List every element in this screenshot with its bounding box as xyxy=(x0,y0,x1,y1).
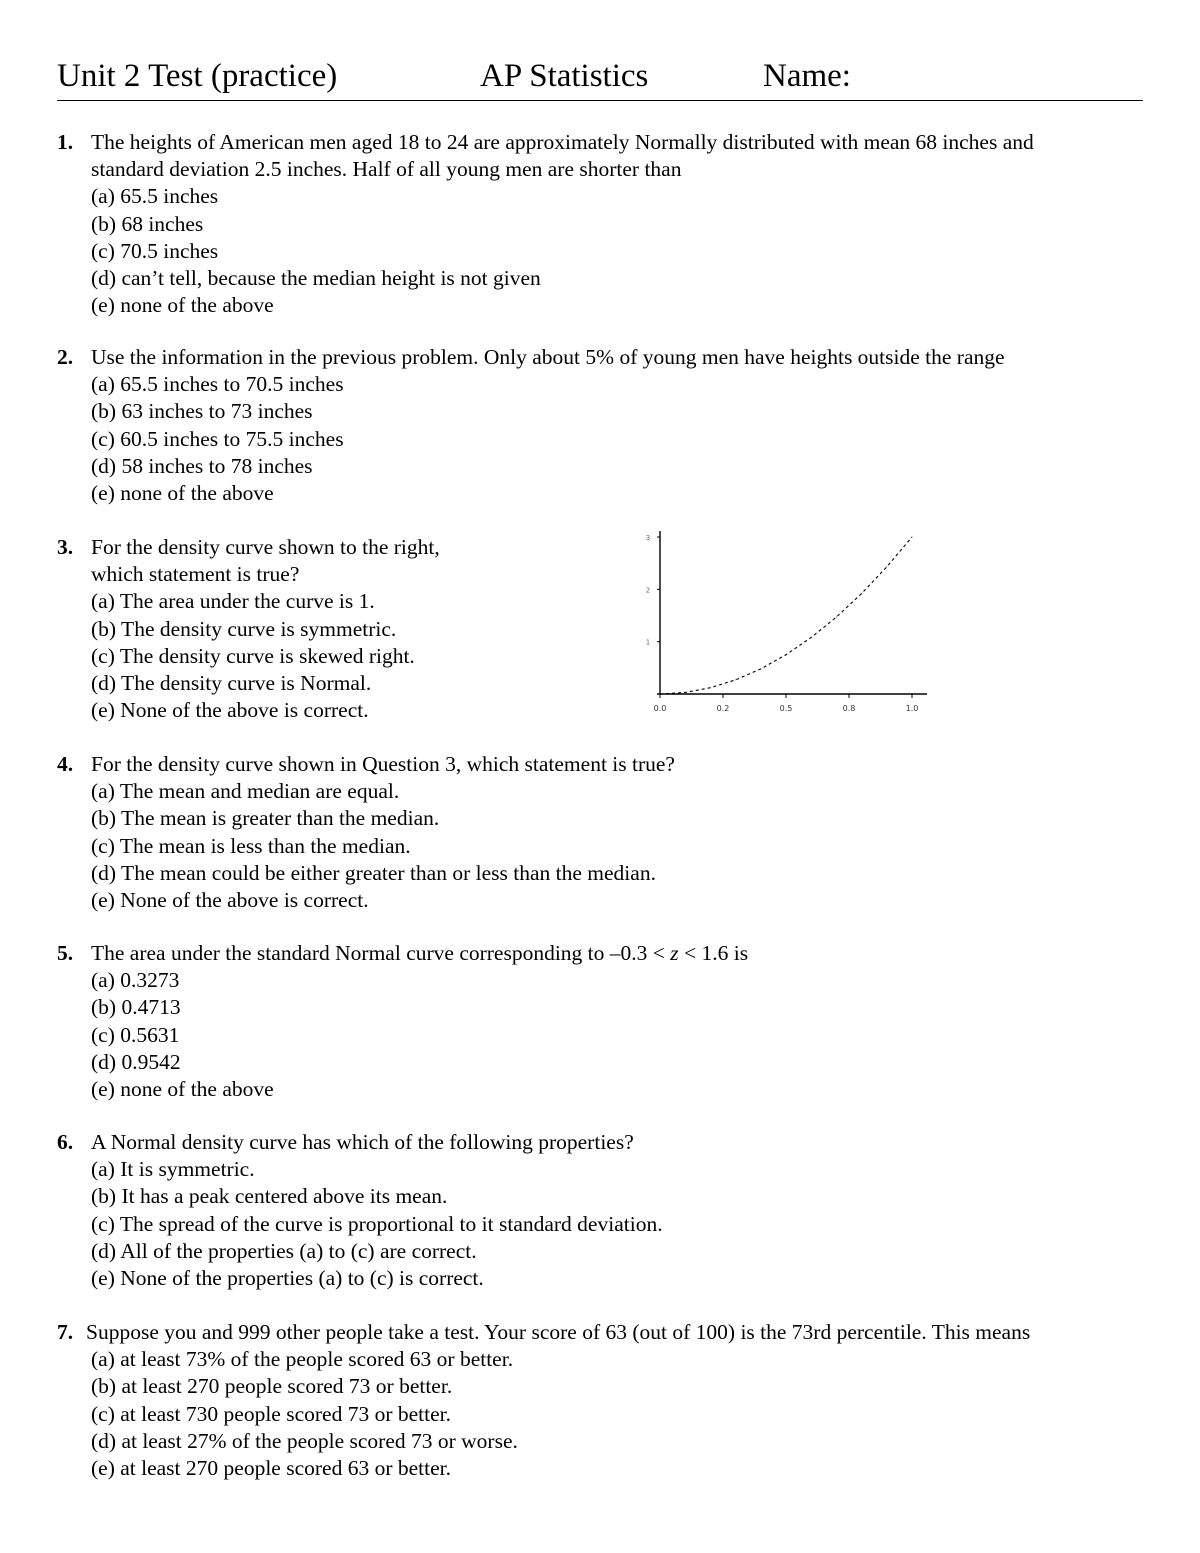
answer-choice-a: (a) The mean and median are equal. xyxy=(91,779,400,804)
answer-choice-a: (a) at least 73% of the people scored 63 or better. xyxy=(91,1347,514,1372)
stem-prefix: The area under the standard Normal curve corresponding to –0.3 < xyxy=(91,941,671,965)
answer-choice-a: (a) 65.5 inches to 70.5 inches xyxy=(91,372,344,397)
name-label: Name: xyxy=(763,58,851,94)
data-point xyxy=(836,617,837,618)
x-tick-label: 1.0 xyxy=(905,704,919,713)
answer-choice-e: (e) none of the above xyxy=(91,1077,274,1102)
question-stem: standard deviation 2.5 inches. Half of all young men are shorter than xyxy=(91,157,682,182)
x-tick-label: 0.5 xyxy=(779,704,793,713)
x-tick-label: 0.0 xyxy=(653,704,667,713)
y-tick-label: 2 xyxy=(645,586,651,595)
answer-choice-c: (c) The spread of the curve is proportional to it standard deviation. xyxy=(91,1211,663,1236)
answer-choice-a: (a) The area under the curve is 1. xyxy=(91,589,375,614)
answer-choice-b: (b) The density curve is symmetric. xyxy=(91,616,397,641)
answer-choice-e: (e) none of the above xyxy=(91,481,274,506)
density-curve-line xyxy=(660,537,912,694)
answer-choice-d: (d) The density curve is Normal. xyxy=(91,671,372,696)
question-number: 2. xyxy=(57,345,74,369)
test-header xyxy=(57,52,1143,101)
stem-suffix: < 1.6 is xyxy=(678,941,749,965)
answer-choice-d: (d) can’t tell, because the median height is not given xyxy=(91,266,541,291)
question-stem: The heights of American men aged 18 to 24 are approximately Normally distributed with mean 68 inches and xyxy=(91,130,1034,154)
question-stem: For the density curve shown to the right, xyxy=(91,535,440,559)
answer-choice-c: (c) 70.5 inches xyxy=(91,238,219,263)
answer-choice-c: (c) 60.5 inches to 75.5 inches xyxy=(91,426,344,451)
question-stem: which statement is true? xyxy=(91,562,300,587)
answer-choice-a: (a) It is symmetric. xyxy=(91,1157,255,1182)
answer-choice-b: (b) The mean is greater than the median. xyxy=(91,806,440,831)
answer-choice-e: (e) at least 270 people scored 63 or better. xyxy=(91,1456,451,1481)
answer-choice-b: (b) 63 inches to 73 inches xyxy=(91,399,313,424)
question-number: 6. xyxy=(57,1130,74,1154)
answer-choice-a: (a) 65.5 inches xyxy=(91,184,219,209)
answer-choice-d: (d) at least 27% of the people scored 73 or worse. xyxy=(91,1428,518,1453)
data-point xyxy=(886,566,887,567)
question-number: 1. xyxy=(57,130,74,154)
data-point xyxy=(760,668,761,669)
question-number: 4. xyxy=(57,752,74,776)
x-tick-label: 0.2 xyxy=(716,704,730,713)
question-stem: Suppose you and 999 other people take a test. Your score of 63 (out of 100) is the 73rd percentile. This means xyxy=(86,1320,1031,1344)
answer-choice-d: (d) The mean could be either greater than or less than the median. xyxy=(91,860,656,885)
answer-choice-c: (c) at least 730 people scored 73 or better. xyxy=(91,1401,451,1426)
question-number: 3. xyxy=(57,535,74,559)
chart-series xyxy=(660,537,913,695)
answer-choice-b: (b) at least 270 people scored 73 or better. xyxy=(91,1374,453,1399)
test-title: Unit 2 Test (practice) xyxy=(57,58,338,94)
answer-choice-b: (b) It has a peak centered above its mean. xyxy=(91,1184,448,1209)
answer-choice-b: (b) 0.4713 xyxy=(91,995,181,1020)
answer-choice-d: (d) All of the properties (a) to (c) are correct. xyxy=(91,1238,477,1263)
chart-ticks xyxy=(646,534,919,713)
data-point xyxy=(786,654,787,655)
data-point xyxy=(811,637,812,638)
data-point xyxy=(912,537,913,538)
data-point xyxy=(660,694,661,695)
answer-choice-a: (a) 0.3273 xyxy=(91,968,180,993)
y-tick-label: 1 xyxy=(645,638,651,647)
z-variable: z xyxy=(670,941,679,965)
answer-choice-b: (b) 68 inches xyxy=(91,211,204,236)
data-point xyxy=(685,692,686,693)
chart-axes xyxy=(657,531,927,694)
y-tick-label: 3 xyxy=(645,534,651,542)
question-stem: A Normal density curve has which of the following properties? xyxy=(91,1130,634,1154)
answer-choice-c: (c) The density curve is skewed right. xyxy=(91,643,415,668)
answer-choice-d: (d) 0.9542 xyxy=(91,1049,181,1074)
answer-choice-c: (c) The mean is less than the median. xyxy=(91,833,411,858)
data-point xyxy=(710,687,711,688)
question-number: 7. xyxy=(57,1320,74,1344)
question-number: 5. xyxy=(57,941,74,965)
data-point xyxy=(735,679,736,680)
answer-choice-d: (d) 58 inches to 78 inches xyxy=(91,453,313,478)
answer-choice-c: (c) 0.5631 xyxy=(91,1022,180,1047)
question-stem: Use the information in the previous problem. Only about 5% of young men have heights outside the range xyxy=(91,345,1005,369)
course-name: AP Statistics xyxy=(480,58,649,94)
x-tick-label: 0.8 xyxy=(842,704,856,713)
answer-choice-e: (e) none of the above xyxy=(91,293,274,318)
answer-choice-e: (e) None of the above is correct. xyxy=(91,888,369,913)
question-stem: For the density curve shown in Question 3, which statement is true? xyxy=(91,752,675,776)
data-point xyxy=(861,593,862,594)
answer-choice-e: (e) None of the above is correct. xyxy=(91,698,369,723)
question-stem xyxy=(91,940,748,967)
answer-choice-e: (e) None of the properties (a) to (c) is correct. xyxy=(91,1266,484,1291)
density-curve-chart xyxy=(635,524,935,724)
